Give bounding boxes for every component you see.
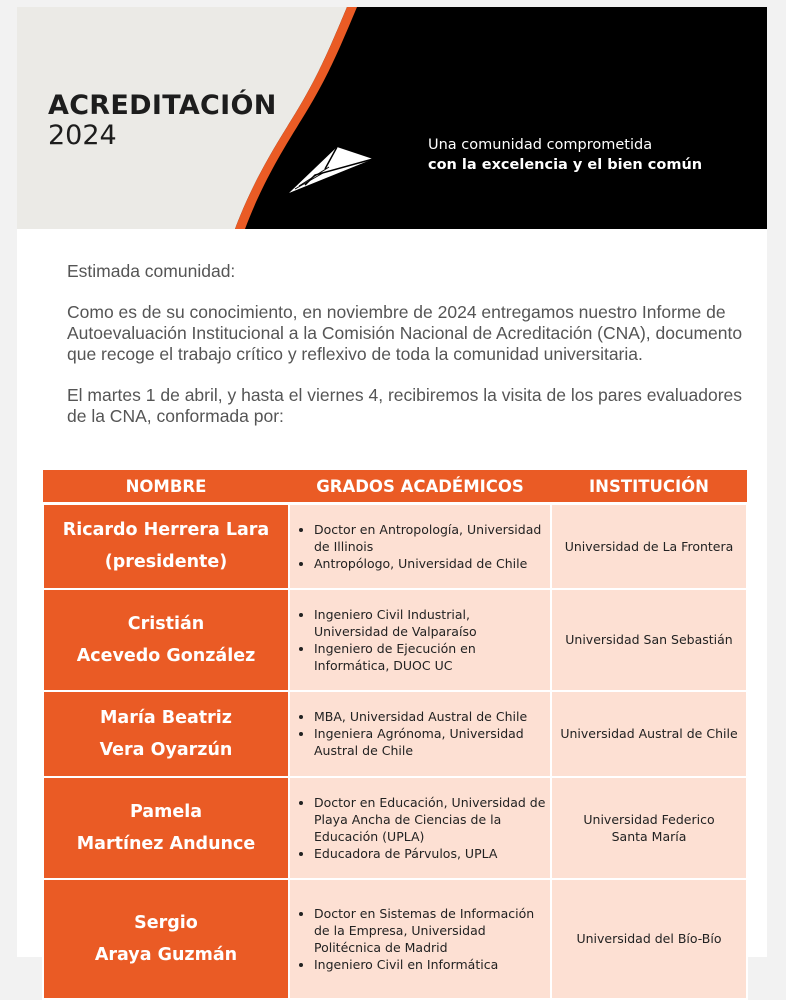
evaluator-institution — [551, 589, 747, 691]
table-row — [43, 504, 747, 589]
degree-item: • Antropólogo, Universidad de Chile — [314, 555, 546, 572]
evaluator-institution — [551, 504, 747, 589]
header-institucion: INSTITUCIÓN — [551, 470, 747, 504]
degree-item: • MBA, Universidad Austral de Chile — [314, 708, 546, 725]
institution-label: Universidad de La Frontera — [564, 538, 734, 554]
hero-tagline-line1: Una comunidad comprometida — [428, 137, 653, 153]
evaluator-name — [43, 691, 289, 777]
email-body — [67, 261, 747, 447]
evaluator-degrees — [289, 691, 551, 777]
evaluator-degrees — [289, 504, 551, 589]
hero-year: 2024 — [48, 120, 117, 151]
degree-item: • Educadora de Párvulos, UPLA — [314, 845, 546, 862]
greeting: Estimada comunidad: — [67, 261, 236, 281]
evaluator-degrees — [289, 879, 551, 999]
name-line: Acevedo González — [76, 645, 256, 666]
evaluator-degrees — [289, 589, 551, 691]
evaluator-institution — [551, 777, 747, 879]
evaluator-degrees — [289, 777, 551, 879]
hero-tagline-line2: con la excelencia y el bien común — [428, 157, 703, 173]
table-row — [43, 879, 747, 999]
table-header-row — [43, 470, 747, 504]
evaluator-name — [43, 589, 289, 691]
header-grados: GRADOS ACADÉMICOS — [289, 470, 551, 504]
institution-label: Universidad San Sebastián — [565, 632, 733, 647]
name-line: Araya Guzmán — [94, 944, 238, 965]
degree-item: • Ingeniero Civil en Informática — [314, 956, 546, 973]
degree-item: • Doctor en Sistemas de Información de la Empresa, Universidad Politécnica de Madrid — [314, 905, 546, 956]
name-line: (presidente) — [104, 552, 228, 573]
evaluator-institution — [551, 691, 747, 777]
paragraph-visita: El martes 1 de abril, y hasta el viernes 4, recibiremos la visita de los pares evaluadores de la CNA, conformada por: — [67, 385, 743, 426]
degree-item: • Doctor en Educación, Universidad de Playa Ancha de Ciencias de la Educación (UPLA) — [314, 794, 546, 845]
name-line: Pamela — [129, 801, 203, 822]
degree-item: • Ingeniera Agrónoma, Universidad Austral de Chile — [314, 725, 546, 759]
degree-item: • Ingeniero de Ejecución en Informática, DUOC UC — [314, 640, 546, 674]
evaluators-table — [42, 470, 748, 1000]
header-nombre: NOMBRE — [43, 470, 289, 504]
hero-banner — [17, 7, 767, 229]
paragraph-informe: Como es de su conocimiento, en noviembre de 2024 entregamos nuestro Informe de Autoevaluación Institucional a la Comisión Nacional de Acreditación (CNA), documento que recoge el trabajo crítico y reflexivo de toda la comunidad universitaria. — [67, 302, 743, 364]
evaluator-institution — [551, 879, 747, 999]
degree-item: • Doctor en Antropología, Universidad de Illinois — [314, 521, 546, 555]
name-line: María Beatriz — [100, 707, 232, 728]
institution-label: Universidad del Bío-Bío — [576, 931, 722, 946]
institution-label: Universidad Federico Santa María — [583, 811, 715, 844]
table-row — [43, 777, 747, 879]
degree-item: • Ingeniero Civil Industrial, Universidad de Valparaíso — [314, 606, 546, 640]
name-line: Vera Oyarzún — [99, 739, 233, 760]
paper-plane-icon — [285, 139, 377, 195]
email-card — [17, 7, 767, 972]
evaluator-name — [43, 504, 289, 589]
name-line: Martínez Andunce — [76, 833, 256, 854]
name-line: Cristián — [127, 613, 205, 634]
institution-label: Universidad Austral de Chile — [560, 726, 738, 741]
hero-title: ACREDITACIÓN — [48, 90, 277, 121]
evaluator-name — [43, 879, 289, 999]
table-row — [43, 589, 747, 691]
evaluator-name — [43, 777, 289, 879]
name-line: Sergio — [134, 912, 198, 933]
name-line: Ricardo Herrera Lara — [62, 520, 270, 541]
table-row — [43, 691, 747, 777]
